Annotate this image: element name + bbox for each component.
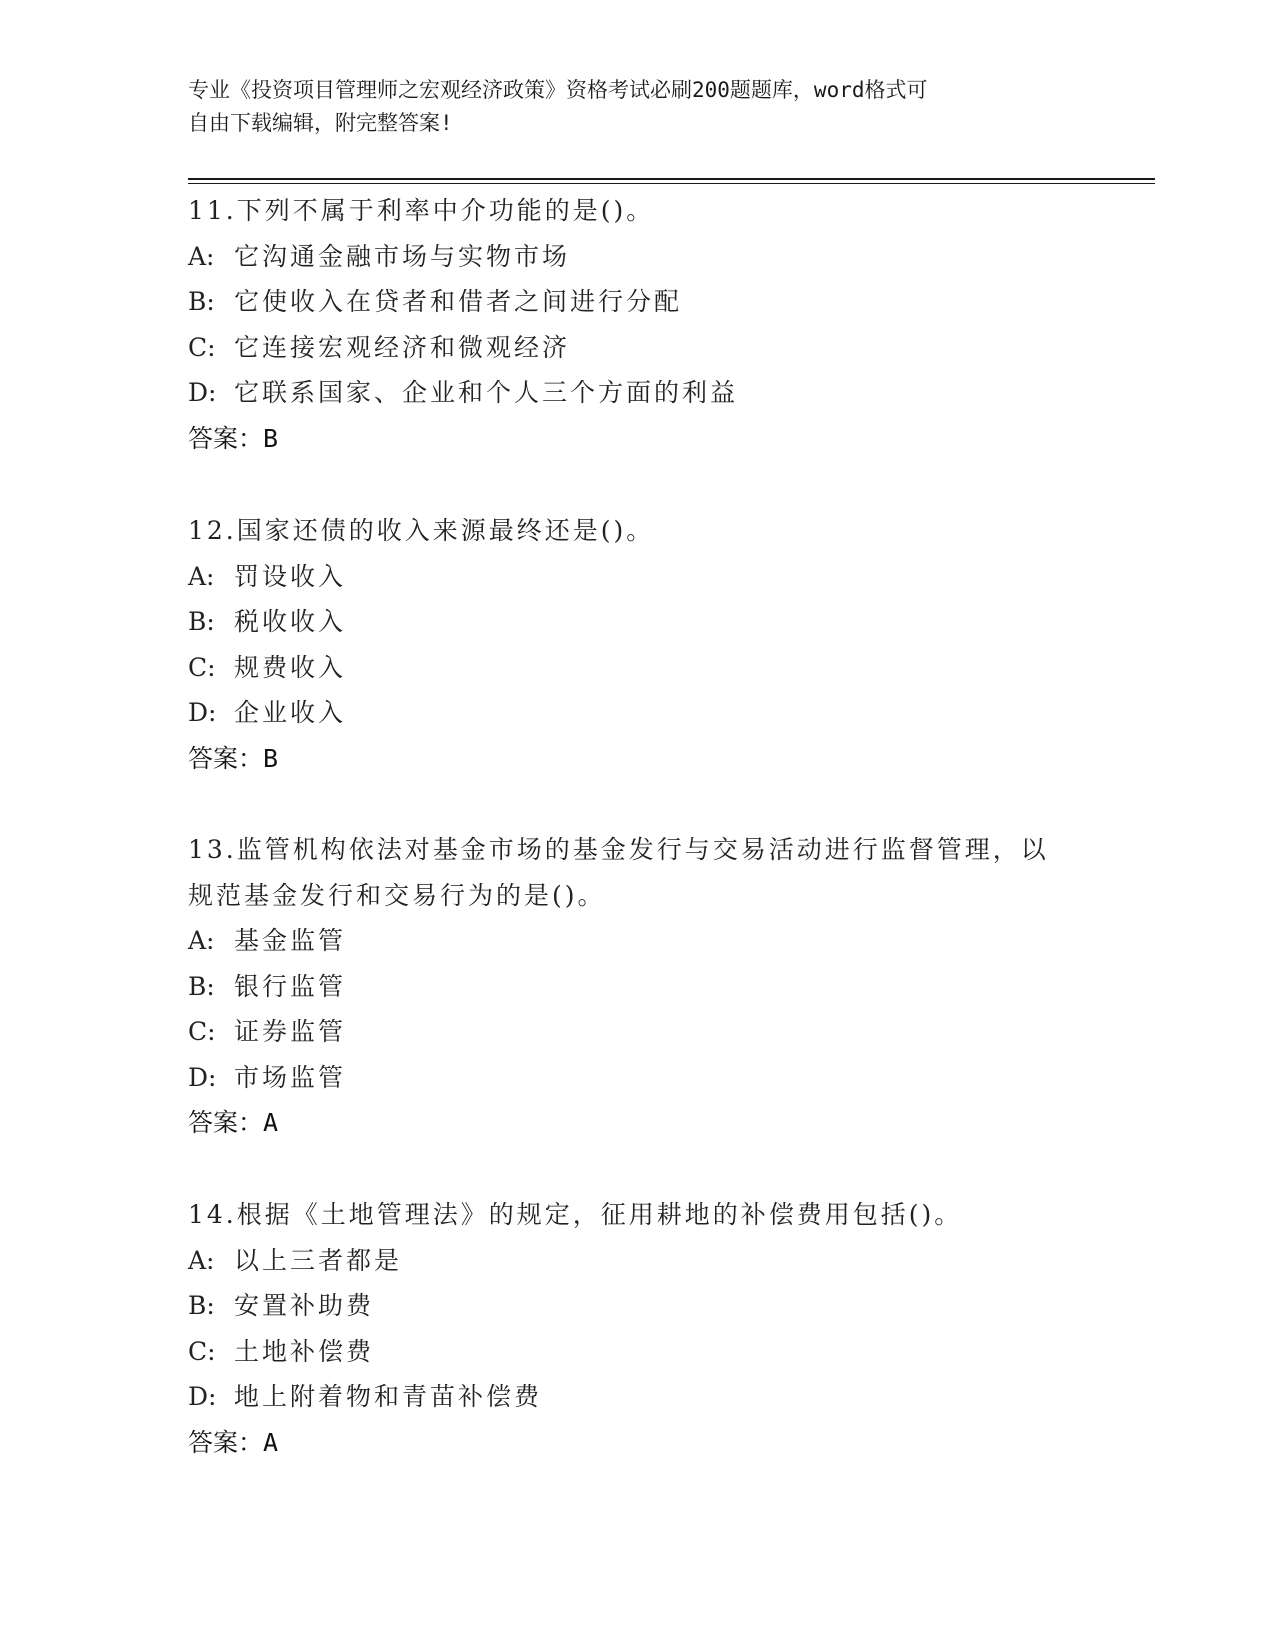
option-text: 罚设收入 (234, 561, 347, 591)
option-letter: A: (188, 926, 215, 955)
option-text: 它联系国家、企业和个人三个方面的利益 (234, 378, 739, 407)
header-line-1: 专业《投资项目管理师之宏观经济政策》资格考试必刷200题题库，word格式可 (188, 78, 928, 102)
option-d (188, 1374, 1088, 1420)
answer-value: A (263, 1108, 279, 1137)
answer-line (188, 1100, 1088, 1146)
question-stem: 11.下列不属于利率中介功能的是()。 (188, 196, 655, 225)
answer-label: 答案： (188, 423, 264, 453)
option-text: 规费收入 (234, 652, 347, 682)
document-header (188, 74, 1088, 140)
answer-label: 答案： (188, 1108, 264, 1137)
option-a (188, 918, 1088, 964)
answer-label: 答案： (188, 1427, 264, 1457)
option-b (188, 279, 1088, 325)
option-letter: C: (188, 1336, 216, 1366)
option-b (188, 599, 1088, 645)
option-c (188, 645, 1088, 691)
option-text: 安置补助费 (234, 1291, 375, 1320)
option-text: 基金监管 (234, 926, 347, 955)
question-stem: 12.国家还债的收入来源最终还是()。 (188, 516, 655, 545)
option-a (188, 234, 1088, 280)
option-letter: D: (188, 1062, 217, 1092)
option-letter: C: (188, 332, 216, 362)
question-block (188, 1192, 1088, 1466)
option-text: 土地补偿费 (234, 1336, 375, 1366)
option-letter: D: (188, 378, 217, 407)
option-text: 证券监管 (234, 1017, 347, 1046)
option-text: 地上附着物和青苗补偿费 (234, 1382, 543, 1411)
option-text: 它沟通金融市场与实物市场 (234, 241, 571, 271)
answer-label: 答案： (188, 743, 264, 773)
header-line-2: 自由下载编辑，附完整答案! (188, 111, 453, 135)
option-d (188, 690, 1088, 736)
answer-line (188, 1420, 1088, 1466)
option-b (188, 1283, 1088, 1329)
question-block (188, 188, 1088, 462)
question-block (188, 508, 1088, 782)
answer-value: B (263, 423, 279, 453)
option-letter: A: (188, 1245, 215, 1275)
question-stem: 13.监管机构依法对基金市场的基金发行与交易活动进行监督管理，以 (188, 835, 1049, 864)
option-letter: B: (188, 1291, 215, 1320)
option-a (188, 1238, 1088, 1284)
option-text: 它连接宏观经济和微观经济 (234, 332, 571, 362)
option-c (188, 1009, 1088, 1055)
option-text: 税收收入 (234, 607, 347, 636)
question-block (188, 827, 1088, 1146)
option-letter: B: (188, 971, 215, 1001)
option-text: 以上三者都是 (234, 1245, 403, 1275)
option-c (188, 325, 1088, 371)
header-divider-thick (188, 178, 1155, 180)
option-d (188, 370, 1088, 416)
answer-value: B (263, 743, 279, 773)
option-letter: D: (188, 698, 217, 727)
answer-value: A (263, 1427, 279, 1457)
option-c (188, 1329, 1088, 1375)
option-a (188, 554, 1088, 600)
option-letter: C: (188, 652, 216, 682)
question-stem: 14.根据《土地管理法》的规定，征用耕地的补偿费用包括()。 (188, 1200, 963, 1229)
option-text: 企业收入 (234, 698, 347, 727)
option-d (188, 1055, 1088, 1101)
option-text: 市场监管 (234, 1062, 347, 1092)
option-letter: D: (188, 1382, 217, 1411)
answer-line (188, 736, 1088, 782)
option-b (188, 964, 1088, 1010)
answer-line (188, 416, 1088, 462)
option-text: 银行监管 (234, 971, 347, 1001)
option-letter: A: (188, 561, 215, 591)
question-stem-continued: 规范基金发行和交易行为的是()。 (188, 880, 606, 910)
header-divider-thin (188, 183, 1155, 184)
option-letter: B: (188, 607, 215, 636)
option-letter: C: (188, 1017, 216, 1046)
option-letter: B: (188, 287, 215, 316)
option-text: 它使收入在贷者和借者之间进行分配 (234, 287, 683, 316)
option-letter: A: (188, 241, 215, 271)
